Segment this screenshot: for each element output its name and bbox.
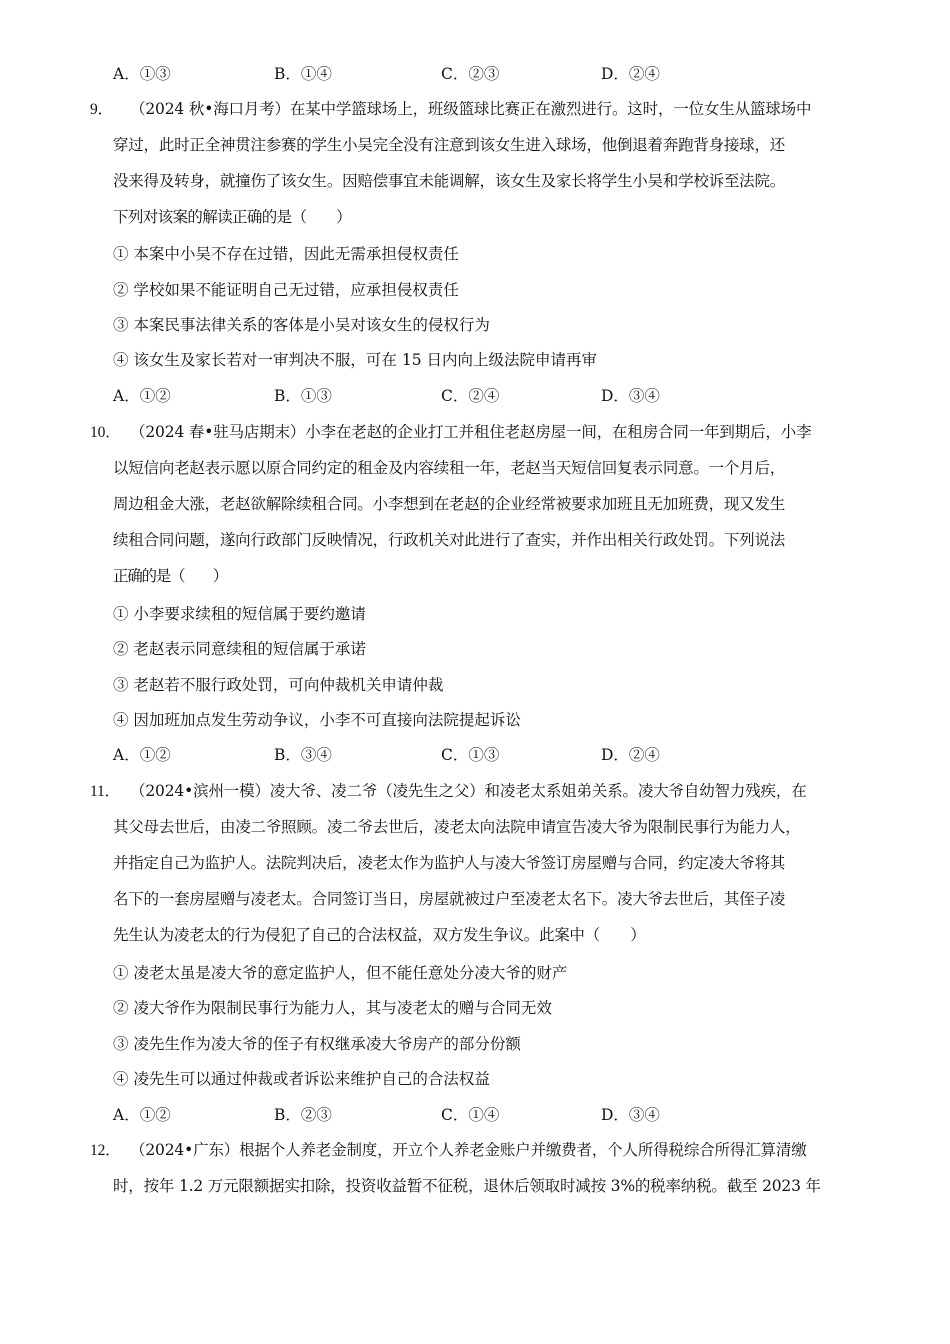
statement-item: ③ 本案民事法律关系的客体是小吴对该女生的侵权行为 [113, 316, 490, 334]
q9-options [113, 384, 813, 408]
statement-item: ② 老赵表示同意续租的短信属于承诺 [113, 640, 366, 658]
question-number: 9． [90, 101, 113, 118]
option-d: D．③④ [601, 387, 660, 405]
question-stem-line: （2024•广东）根据个人养老金制度，开立个人养老金账户并缴费者，个人所得税综合所得汇算清缴 [130, 1141, 807, 1159]
question-number: 10． [90, 424, 121, 441]
option-a: A．①② [113, 387, 171, 405]
question-number: 11． [90, 783, 120, 800]
question-stem-line: 时，按年 1.2 万元限额据实扣除，投资收益暂不征税，退休后领取时减按 3%的税率纳税。截至 2023 年 [113, 1177, 821, 1195]
question-stem-line: 名下的一套房屋赠与凌老太。合同签订当日，房屋就被过户至凌老太名下。凌大爷去世后，其侄子凌 [113, 890, 786, 908]
option-d: D．③④ [601, 1106, 660, 1124]
question-stem-line: （2024•滨州一模）凌大爷、凌二爷（凌先生之父）和凌老太系姐弟关系。凌大爷自幼智力残疾，在 [130, 782, 807, 800]
question-stem-line: （2024 秋•海口月考）在某中学篮球场上，班级篮球比赛正在激烈进行。这时，一位女生从篮球场中 [130, 100, 812, 118]
statement-item: ① 小李要求续租的短信属于要约邀请 [113, 605, 366, 623]
q11-options [113, 1103, 813, 1127]
question-stem-line: 先生认为凌老太的行为侵犯了自己的合法权益，双方发生争议。此案中（ ） [113, 926, 646, 944]
statement-item: ① 凌老太虽是凌大爷的意定监护人，但不能任意处分凌大爷的财产 [113, 964, 568, 982]
question-stem-line: 并指定自己为监护人。法院判决后，凌老太作为监护人与凌大爷签订房屋赠与合同，约定凌大爷将其 [113, 854, 786, 872]
question-10 [90, 420, 870, 600]
option-c: C．①③ [441, 746, 500, 764]
statement-item: ③ 凌先生作为凌大爷的侄子有权继承凌大爷房产的部分份额 [113, 1035, 521, 1053]
question-9 [90, 97, 870, 241]
statement-item: ④ 凌先生可以通过仲裁或者诉讼来维护自己的合法权益 [113, 1070, 490, 1088]
option-c: C．①④ [441, 1106, 500, 1124]
question-stem-line: 以短信向老赵表示愿以原合同约定的租金及内容续租一年，老赵当天短信回复表示同意。一个月后， [113, 459, 786, 477]
option-b: B．①④ [274, 65, 332, 83]
question-stem-line: 下列对该案的解读正确的是（ ） [113, 208, 352, 226]
option-b: B．②③ [274, 1106, 332, 1124]
statement-item: ④ 该女生及家长若对一审判决不服，可在 15 日内向上级法院申请再审 [113, 351, 598, 369]
question-stem-line: （2024 春•驻马店期末）小李在老赵的企业打工并租住老赵房屋一间，在租房合同一年到期后，小李 [130, 423, 812, 441]
statement-item: ② 凌大爷作为限制民事行为能力人，其与凌老太的赠与合同无效 [113, 999, 552, 1017]
q10-options [113, 743, 813, 767]
option-a: A．①② [113, 1106, 171, 1124]
question-stem-line: 续租合同问题，遂向行政部门反映情况，行政机关对此进行了查实，并作出相关行政处罚。下列说法 [113, 531, 786, 549]
option-c: C．②③ [441, 65, 500, 83]
statement-item: ② 学校如果不能证明自己无过错，应承担侵权责任 [113, 281, 459, 299]
question-stem-line: 周边租金大涨，老赵欲解除续租合同。小李想到在老赵的企业经常被要求加班且无加班费，现又发生 [113, 495, 786, 513]
option-c: C．②④ [441, 387, 500, 405]
option-b: B．①③ [274, 387, 332, 405]
statement-item: ① 本案中小吴不存在过错，因此无需承担侵权责任 [113, 245, 459, 263]
statement-item: ③ 老赵若不服行政处罚，可向仲裁机关申请仲裁 [113, 676, 444, 694]
question-stem-line: 其父母去世后，由凌二爷照顾。凌二爷去世后，凌老太向法院申请宣告凌大爷为限制民事行为能力人， [113, 818, 801, 836]
question-12 [90, 1138, 870, 1210]
option-a: A．①③ [113, 65, 171, 83]
option-a: A．①② [113, 746, 171, 764]
option-d: D．②④ [601, 746, 660, 764]
question-11 [90, 779, 870, 959]
statement-item: ④ 因加班加点发生劳动争议，小李不可直接向法院提起诉讼 [113, 711, 521, 729]
question-number: 12． [90, 1142, 121, 1159]
option-d: D．②④ [601, 65, 660, 83]
question-stem-line: 穿过，此时正全神贯注参赛的学生小吴完全没有注意到该女生进入球场，他倒退着奔跑背身接球，还 [113, 136, 786, 154]
q8-options [113, 62, 813, 86]
question-stem-line: 没来得及转身，就撞伤了该女生。因赔偿事宜未能调解，该女生及家长将学生小吴和学校诉至法院。 [113, 172, 786, 190]
option-b: B．③④ [274, 746, 332, 764]
question-stem-line: 正确的是（ ） [113, 567, 228, 585]
